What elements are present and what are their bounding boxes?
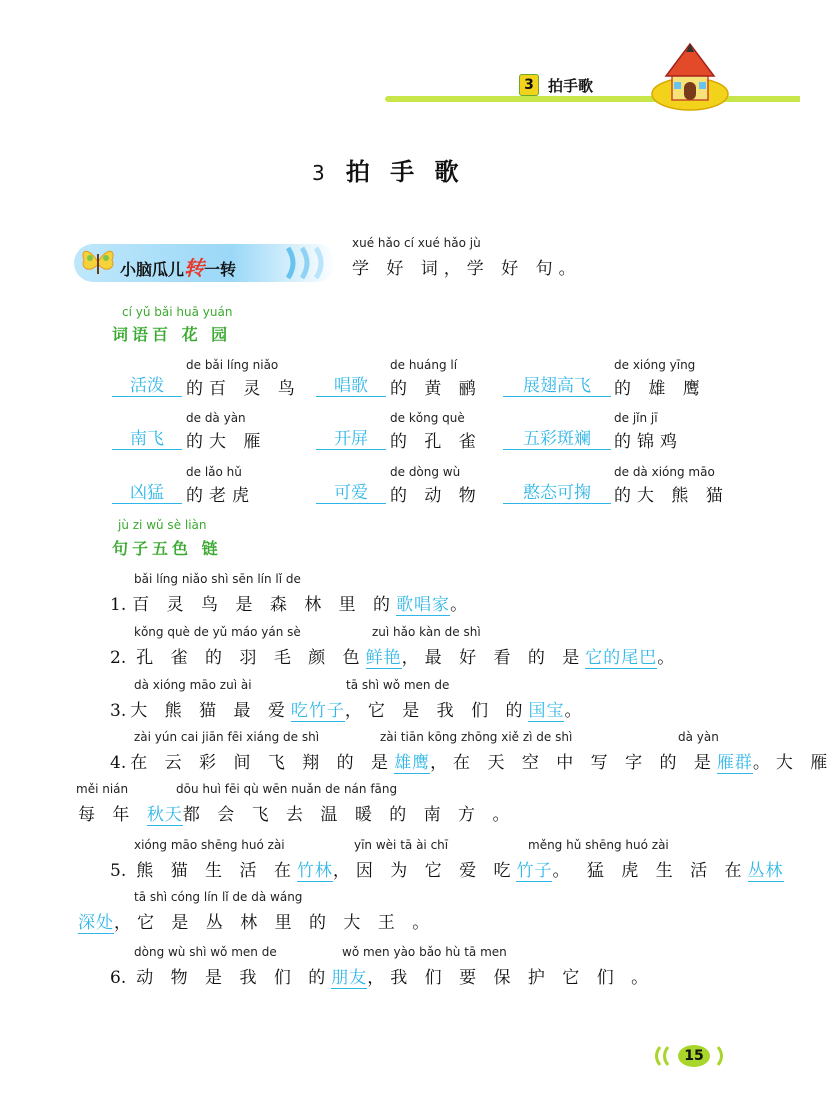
word-pinyin: de huáng lí	[390, 358, 458, 372]
sentence-4-continued	[78, 800, 515, 825]
word-pinyin: de dà xióng māo	[614, 465, 715, 479]
title-text: 拍 手 歌	[345, 158, 465, 186]
answer-blank: 南飞	[112, 429, 182, 450]
word-text: 的大 雁	[186, 432, 267, 452]
answer-blank: 雄鹰	[394, 753, 431, 773]
banner-label-part1: 小脑瓜儿	[120, 260, 185, 279]
sentence-6	[110, 963, 654, 988]
sentence-text: 在 云 彩 间 飞 翔 的 是	[130, 753, 395, 773]
sentence2-pinyin: kǒng què de yǔ máo yán sè	[134, 625, 301, 639]
butterfly-icon	[78, 244, 118, 282]
answer-blank: 丛林	[747, 861, 784, 881]
word-text: 的 孔 雀	[390, 432, 482, 452]
sentence-text: ，我 们 要 保 护 它 们 。	[367, 968, 655, 988]
sentence-text: 每 年	[78, 805, 136, 825]
sentence-1	[110, 590, 473, 615]
answer-blank: 秋天	[146, 805, 183, 825]
header-lesson-name: 拍手歌	[548, 77, 594, 95]
answer-blank: 歌唱家	[396, 595, 451, 615]
sentence-text: 孔 雀 的 羽 毛 颜 色	[136, 648, 366, 668]
sentence2-pinyin: zuì hǎo kàn de shì	[372, 625, 481, 639]
sentence-text: 百 灵 鸟 是 森 林 里 的	[132, 595, 397, 615]
word-pinyin: de lǎo hǔ	[186, 465, 242, 479]
sentence4-pinyin: dà yàn	[678, 730, 719, 744]
sentence5-pinyin: xióng māo shēng huó zài	[134, 838, 285, 852]
answer-blank: 雁群	[716, 753, 753, 773]
word-pinyin: de xióng yīng	[614, 358, 696, 372]
lesson-number-badge: 3	[519, 74, 539, 96]
answer-blank: 凶猛	[112, 483, 182, 504]
sentence4-pinyin: měi nián	[76, 782, 129, 796]
sentence-text: 。大 雁	[752, 753, 833, 773]
sentence5-pinyin: měng hǔ shēng huó zài	[528, 838, 669, 852]
word-pinyin: de kǒng què	[390, 411, 465, 425]
sentence-text: 。	[657, 648, 681, 668]
banner-arcs-decoration	[282, 244, 336, 282]
page-title	[312, 152, 465, 187]
word-pinyin: de jǐn jī	[614, 411, 658, 425]
answer-blank: 开屏	[316, 429, 386, 450]
sentence5-pinyin: tā shì cóng lín lǐ de dà wáng	[134, 890, 303, 904]
sentence3-pinyin: tā shì wǒ men de	[346, 678, 450, 692]
sentence-2	[110, 643, 680, 668]
sentence-text: ，在 天 空 中 写 字 的 是	[430, 753, 717, 773]
sentence-number: 1.	[110, 595, 127, 615]
answer-blank: 竹林	[296, 861, 333, 881]
title-number: 3	[312, 161, 325, 185]
sentence3-pinyin: dà xióng māo zuì ài	[134, 678, 252, 692]
house-icon	[650, 42, 730, 114]
sentence-number: 3.	[110, 701, 127, 721]
banner-label-part2: 一转	[204, 260, 237, 279]
word-text: 的锦鸡	[614, 432, 683, 452]
banner-hanzi: 学 好 词，学 好 句。	[352, 259, 582, 279]
answer-blank: 可爱	[316, 483, 386, 504]
sentence-text: 。	[564, 701, 588, 721]
section2-title: 句子五色 链	[112, 539, 222, 558]
section1-title: 词语百 花 园	[112, 325, 232, 344]
answer-blank: 唱歌	[316, 376, 386, 397]
answer-blank: 活泼	[112, 376, 182, 397]
word-text: 的老虎	[186, 486, 255, 506]
sentence-number: 5.	[110, 861, 127, 881]
answer-blank: 国宝	[528, 701, 565, 721]
section2-pinyin: jù zi wǔ sè liàn	[118, 518, 207, 532]
sentence-text: 。	[450, 595, 474, 615]
section1-pinyin: cí yǔ bǎi huā yuán	[122, 305, 233, 319]
word-pinyin: de dòng wù	[390, 465, 461, 479]
sentence4-pinyin: dōu huì fēi qù wēn nuǎn de nán fāng	[176, 782, 398, 796]
sentence-text: 熊 猫 生 活 在	[136, 861, 297, 881]
answer-blank: 鲜艳	[365, 648, 402, 668]
answer-blank: 深处	[78, 913, 114, 933]
sentence6-pinyin: dòng wù shì wǒ men de	[134, 945, 277, 959]
answer-blank: 展翅高飞	[503, 376, 611, 397]
sentence-text: 大 熊 猫 最 爱	[130, 701, 291, 721]
sentence-text: ，最 好 看 的 是	[401, 648, 586, 668]
word-pinyin: de bǎi líng niǎo	[186, 358, 279, 372]
answer-blank: 憨态可掬	[503, 483, 611, 504]
answer-blank: 竹子	[516, 861, 553, 881]
sentence-3	[110, 696, 587, 721]
answer-blank: 吃竹子	[290, 701, 345, 721]
banner-label-highlight: 转	[184, 256, 205, 280]
sentence-text: ，它 是 丛 林 里 的 大 王 。	[114, 913, 436, 933]
sentence-text: 都 会 飞 去 温 暖 的 南 方 。	[182, 805, 516, 825]
banner-label	[120, 252, 236, 281]
word-text: 的大 熊 猫	[614, 486, 729, 506]
sentence-4	[110, 748, 833, 773]
sentence-number: 4.	[110, 753, 127, 773]
sentence1-pinyin: bǎi líng niǎo shì sēn lín lǐ de	[134, 572, 301, 586]
sentence-text: ，因 为 它 爱 吃	[332, 861, 517, 881]
word-text: 的 黄 鹂	[390, 379, 482, 399]
answer-blank: 五彩斑斓	[503, 429, 611, 450]
word-text: 的 动 物	[390, 486, 482, 506]
sentence5-pinyin: yīn wèi tā ài chī	[354, 838, 449, 852]
sentence6-pinyin: wǒ men yào bǎo hù tā men	[342, 945, 507, 959]
sentence-5	[110, 856, 784, 881]
banner-pinyin: xué hǎo cí xué hǎo jù	[352, 236, 481, 250]
sentence-text: ，它 是 我 们 的	[344, 701, 529, 721]
word-text: 的百 灵 鸟	[186, 379, 301, 399]
sentence-number: 2.	[110, 648, 127, 668]
header-band	[385, 96, 800, 102]
answer-blank: 朋友	[331, 968, 368, 988]
sentence4-pinyin: zài yún cai jiān fēi xiáng de shì	[134, 730, 320, 744]
page-number: 15	[684, 1048, 704, 1064]
word-pinyin: de dà yàn	[186, 411, 246, 425]
sentence4-pinyin: zài tiān kōng zhōng xiě zì de shì	[380, 730, 573, 744]
sentence-5-continued	[78, 908, 435, 933]
sentence-number: 6.	[110, 968, 127, 988]
sentence-text: 动 物 是 我 们 的	[136, 968, 332, 988]
answer-blank: 它的尾巴	[585, 648, 658, 668]
sentence-text: 。 猛 虎 生 活 在	[552, 861, 748, 881]
word-text: 的 雄 鹰	[614, 379, 706, 399]
